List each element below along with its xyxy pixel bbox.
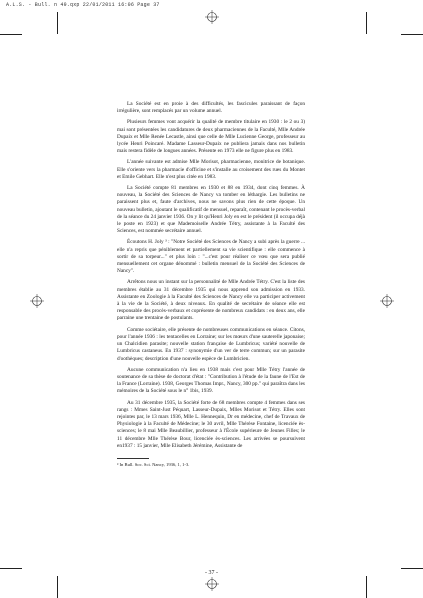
crop-mark — [401, 34, 423, 35]
registration-mark-icon — [30, 294, 44, 308]
paragraph: La Société compte 81 membres en 1930 et 88 en 1934, dont cinq femmes. À nouveau, la Société des Sciences de Nancy va tomber en léthargie. Les bulletins ne paraissent plus et, faute d'archives, nous ne savons plus rien de cette époque. Un nouveau bulletin, ajoutant le qualificatif de mensuel, reparaît, contenant le procès-verbal de la séance du 24 janvier 1936. On y lit qu'Henri Joly en est le président (il occupa déjà le poste en 1923) et que Mademoiselle Andrée Tétry, assistante à la Faculté des Sciences, est nommée secrétaire annuel. — [117, 185, 305, 235]
crop-mark — [366, 576, 367, 598]
crop-mark — [366, 12, 367, 34]
registration-mark-icon — [205, 577, 219, 591]
print-slug: A.L.S. - Bull. n 49.qxp 22/01/2011 16:06 Page 37 — [6, 2, 160, 8]
paragraph: Aucune communication n'a lieu en 1938 mais c'est pour Mlle Tétry l'année de soutenance de sa thèse de doctorat d'état : "Contribution à l'étude de la faune de l'Est de la France (Lorraine). 1938, Georges Thomas Impr., Nancy, 300 pp." qui paraîtra dans les mémoires de la Société sous le n° 1bis, 1939. — [117, 366, 305, 395]
crop-mark — [0, 34, 22, 35]
crop-mark — [57, 576, 58, 598]
paragraph: Arrêtons nous un instant sur la personnalité de Mlle Andrée Tétry. C'est la liste des membres établie au 31 décembre 1935 qui nous apprend son admission en 1933. Assistante en Zoologie à la Faculté des Sciences de Nancy elle va participer activement à la vie de la Société, à deux niveaux. En qualité de secrétaire de séance elle est responsable des procès-verbaux et coprésente de nombreux candidats : en deux ans, elle parraine une trentaine de postulants. — [117, 279, 305, 322]
body-text — [117, 101, 305, 468]
paragraph: La Société est en proie à des difficultés, les fascicules paraissant de façon irrégulière, sont remplacés par un volume annuel. — [117, 101, 305, 115]
footnote-rule — [117, 458, 149, 459]
footnote: ³ In Bull. Soc. Sci. Nancy, 1936, 1, 1-3. — [117, 461, 190, 467]
crop-mark — [57, 12, 58, 34]
crop-mark — [0, 568, 22, 569]
paragraph: L'année suivante est admise Mlle Morisot, pharmacienne, monitrice de botanique. Elle s'oriente vers la pharmacie d'officine et s'installe au croisement des rues du Montet et Emile Gebhart. Elle n'est plus citée en 1983. — [117, 159, 305, 180]
page-number: - 37 - — [205, 570, 218, 576]
registration-mark-icon — [205, 10, 219, 24]
registration-mark-icon — [380, 294, 394, 308]
paragraph: Écoutons H. Joly ³ : "Notre Société des Sciences de Nancy a subi après la guerre ... elle n'a repris que péniblement et partiellement sa vie scientifique : elle commence à sortir de sa torpeur..." et plus loin : "...c'est pour réaliser ce vœu que sera publié mensuellement cet organe dénommé : bulletin mensuel de la Société des Sciences de Nancy". — [117, 239, 305, 275]
paragraph: Au 31 décembre 1935, la Société forte de 68 membres compte 4 femmes dans ses rangs : Mmes Saint-Just Péquart, Lasseur-Dupaix, Mlles Morisot et Tétry. Elles sont rejointes par, le 13 mars 1936, Mlle L. Hennequin, Dr en médecine, chef de Travaux de Physiologie à la Faculté de Médecine; le 30 avril, Mlle Thérèse Fontaine, licenciée ès-sciences; le 8 mai Mlle Beaubillier, professeur à l'École supérieure de Jeunes Filles; le 11 décembre Mlle Thérèse Bour, licenciée ès-sciences. Les arrivées se poursuivent en1937 : 15 janvier, Mlle Elisabeth Jérémine, Assistante de — [117, 399, 305, 449]
paragraph: Comme sociétaire, elle présente de nombreuses communications en séance. Citons, pour l'année 1936 : les tentacelles en Lorraine; sur les mœurs d'une sauterelle japonaise; un Chalcidien parasite; nouvelle station française de Lumbricus; variété nouvelle de Lumbricus castaneus. En 1937 : synonymie d'un ver de terre commun; sur un parasite d'oothèques; description d'une nouvelle espèce de Lumbricien. — [117, 326, 305, 362]
paragraph: Plusieurs femmes vont acquérir la qualité de membre titulaire en 1930 : le 2 ou 3) mai sont présentées les candidatures de deux pharmaciennes de la Faculté, Mlle Andrée Dupaix et Mlle Renée Lecastle, ainsi que celle de Mlle Lucienne George, professeur au lycée Henri Poincaré. Madame Lasseur-Dupaix ne publiera jamais dans nos bulletin mais restera fidèle de longues années. Présente en 1973 elle ne figure plus en 1983. — [117, 119, 305, 155]
crop-mark — [401, 568, 423, 569]
